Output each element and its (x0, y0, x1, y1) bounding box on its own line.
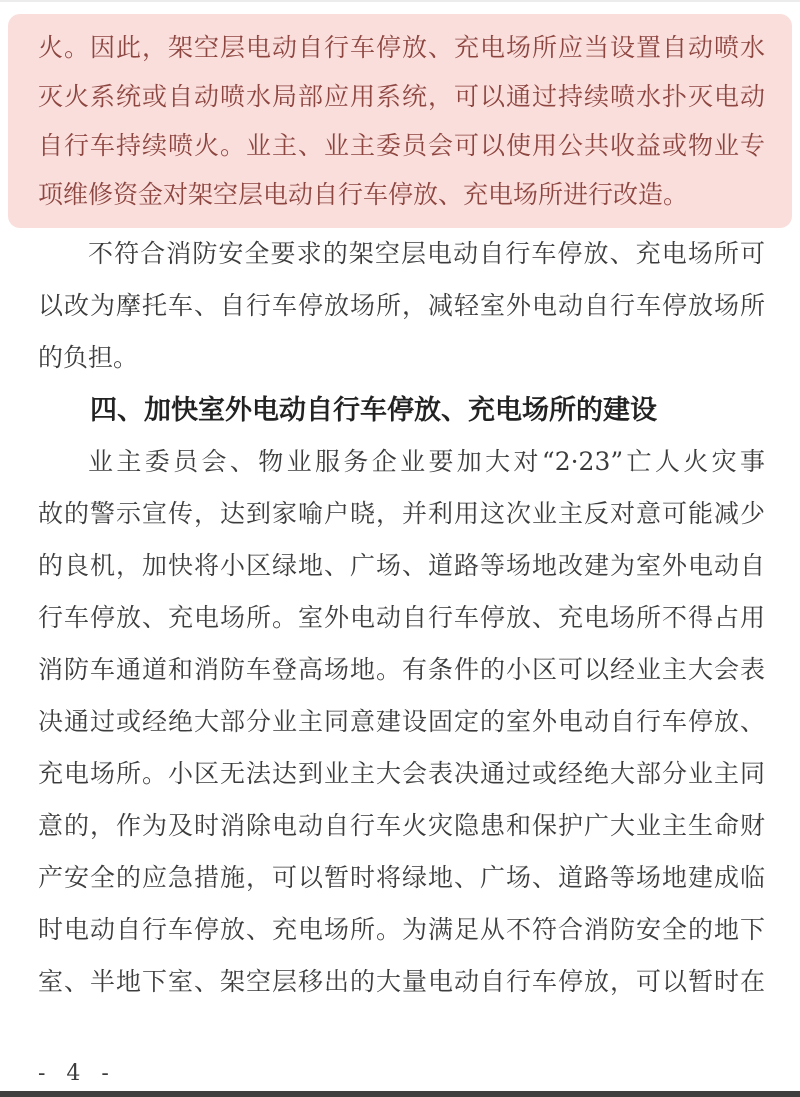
body-text-line: 的良机，加快将小区绿地、广场、道路等场地改建为室外电动自 (38, 551, 765, 580)
body-text-line: 业主委员会、物业服务企业要加大对“2·23”亡人火灾事 (88, 447, 765, 476)
highlight-text-line: 自行车持续喷火。业主、业主委员会可以使用公共收益或物业专 (38, 131, 765, 160)
body-text-line: 消防车通道和消防车登高场地。有条件的小区可以经业主大会表 (38, 655, 765, 684)
body-text-line: 意的，作为及时消除电动自行车火灾隐患和保护广大业主生命财 (38, 811, 765, 840)
body-text-line: 行车停放、充电场所。室外电动自行车停放、充电场所不得占用 (38, 603, 765, 632)
body-text-line: 充电场所。小区无法达到业主大会表决通过或经绝大部分业主同 (38, 759, 765, 788)
body-text-line: 不符合消防安全要求的架空层电动自行车停放、充电场所可 (88, 239, 765, 268)
paragraph (38, 228, 765, 384)
page-number: - 4 - (38, 1061, 116, 1086)
paragraph (38, 436, 765, 1008)
body-text-line: 产安全的应急措施，可以暂时将绿地、广场、道路等场地建成临 (38, 863, 765, 892)
highlight-text-line: 火。因此，架空层电动自行车停放、充电场所应当设置自动喷水 (38, 33, 765, 62)
body-text-line: 故的警示宣传，达到家喻户晓，并利用这次业主反对意可能减少 (38, 499, 765, 528)
body-text-line: 决通过或经绝大部分业主同意建设固定的室外电动自行车停放、 (38, 707, 765, 736)
body-text-line: 室、半地下室、架空层移出的大量电动自行车停放，可以暂时在 (38, 967, 765, 996)
page-bottom-edge (0, 1091, 800, 1097)
body-text-line: 的负担。 (38, 343, 139, 372)
section-heading: 四、加快室外电动自行车停放、充电场所的建设 (90, 395, 657, 425)
body-text-line: 以改为摩托车、自行车停放场所，减轻室外电动自行车停放场所 (38, 291, 765, 320)
highlighted-passage (8, 14, 792, 228)
highlight-text-line: 项维修资金对架空层电动自行车停放、充电场所进行改造。 (38, 180, 689, 209)
body-text-line: 时电动自行车停放、充电场所。为满足从不符合消防安全的地下 (38, 915, 765, 944)
highlight-text-line: 灭火系统或自动喷水局部应用系统，可以通过持续喷水扑灭电动 (38, 82, 765, 111)
